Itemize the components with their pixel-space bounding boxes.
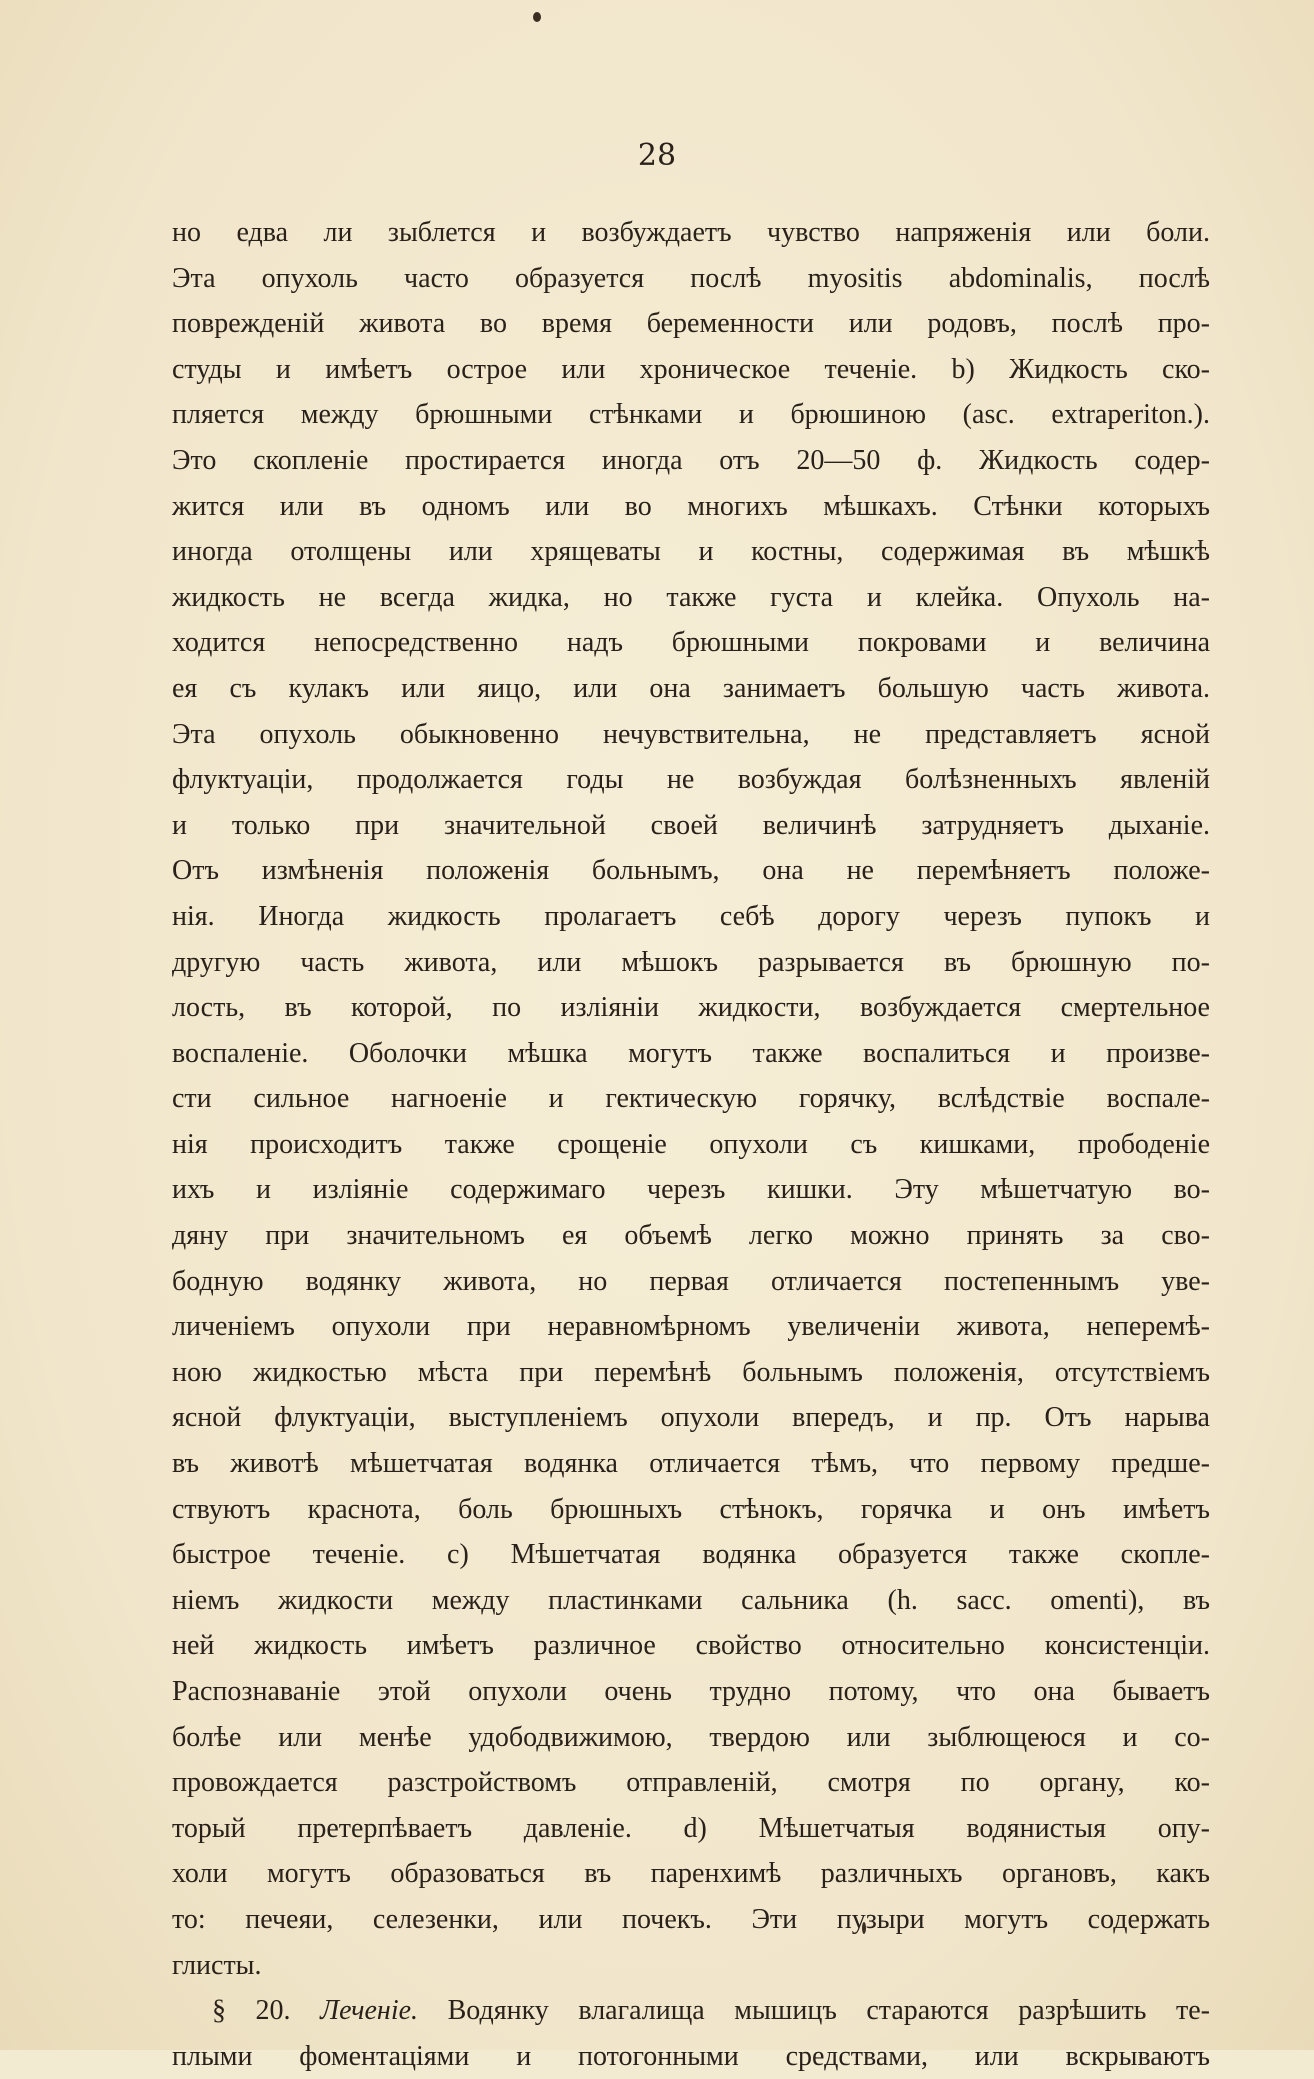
text-line: ея съ кулакъ или яицо, или она занимаетъ большую часть живота. (172, 672, 1210, 704)
text-line: флуктуаціи, продолжается годы не возбуждая болѣзненныхъ явленій (172, 764, 1210, 796)
text-line: Это скопленіе простирается иногда отъ 20—50 ф. Жидкость содер- (172, 444, 1210, 476)
text-line: дяну при значительномъ ея объемѣ легко можно принять за сво- (172, 1220, 1210, 1252)
text-line (172, 1988, 1210, 2034)
text-segment: Водянку влагалища мышицъ стараются разрѣшить те- (418, 1995, 1210, 2027)
text-line: сти сильное нагноеніе и гектическую горячку, вслѣдствіе воспале- (172, 1083, 1210, 1115)
text-line: но едва ли зыблется и возбуждаетъ чувство напряженія или боли. (172, 217, 1210, 248)
text-line: ствуютъ краснота, боль брюшныхъ стѣнокъ, горячка и онъ имѣетъ (172, 1493, 1210, 1525)
page-number: 28 (637, 138, 677, 173)
ink-spot-top (533, 12, 541, 22)
text-line: въ животѣ мѣшетчатая водянка отличается тѣмъ, что первому предше- (172, 1448, 1210, 1480)
text-line: Эта опухоль часто образуется послѣ myositis abdominalis, послѣ (172, 262, 1210, 294)
text-line: нія. Иногда жидкость пролагаетъ себѣ дорогу черезъ пупокъ и (172, 900, 1210, 932)
text-line: иногда отолщены или хрящеваты и костны, содержимая въ мѣшкѣ (172, 536, 1210, 568)
text-line: нія происходитъ также срощеніе опухоли съ кишками, прободеніе (172, 1128, 1210, 1160)
text-line: студы и имѣетъ острое или хроническое теченіе. b) Жидкость ско- (172, 353, 1210, 385)
section-heading-italic: Леченіе. (320, 1995, 419, 2027)
text-line: торый претерпѣваетъ давленіе. d) Мѣшетчатыя водянистыя опу- (172, 1812, 1210, 1844)
text-line: бодную водянку живота, но первая отличается постепеннымъ уве- (172, 1265, 1210, 1297)
text-line: ходится непосредственно надъ брюшными покровами и величина (172, 627, 1210, 659)
text-line: поврежденій живота во время беременности или родовъ, послѣ про- (172, 308, 1210, 340)
text-line: жится или въ одномъ или во многихъ мѣшкахъ. Стѣнки которыхъ (172, 490, 1210, 522)
text-line: жидкость не всегда жидка, но также густа и клейка. Опухоль на- (172, 581, 1210, 613)
text-line: ніемъ жидкости между пластинками сальника (h. sacc. omenti), въ (172, 1584, 1210, 1616)
text-line: болѣе или менѣе удободвижимою, твердою или зыблющеюся и со- (172, 1721, 1210, 1753)
text-line: Отъ измѣненія положенія больнымъ, она не перемѣняетъ положе- (172, 855, 1210, 887)
text-line: быстрое теченіе. c) Мѣшетчатая водянка образуется также скопле- (172, 1539, 1210, 1571)
text-line: другую часть живота, или мѣшокъ разрывается въ брюшную по- (172, 946, 1210, 978)
text-line: то: печеяи, селезенки, или почекъ. Эти пузыри могутъ содержать (172, 1903, 1210, 1935)
text-segment: § 20. (212, 1995, 321, 2027)
text-line: лость, въ которой, по изліяніи жидкости, возбуждается смертельное (172, 992, 1210, 1024)
text-line: холи могутъ образоваться въ паренхимѣ различныхъ органовъ, какъ (172, 1858, 1210, 1890)
text-line: плыми фоментаціями и потогонными средствами, или вскрываютъ (172, 2040, 1210, 2072)
text-line: ною жидкостью мѣста при перемѣнѣ больнымъ положенія, отсутствіемъ (172, 1356, 1210, 1388)
text-line: ней жидкость имѣетъ различное свойство относительно консистенціи. (172, 1630, 1210, 1662)
text-line: ихъ и изліяніе содержимаго черезъ кишки. Эту мѣшетчатую во- (172, 1174, 1210, 1206)
text-line: Распознаваніе этой опухоли очень трудно потому, что она бываетъ (172, 1676, 1210, 1707)
text-line: пляется между брюшными стѣнками и брюшиною (asc. extraperiton.). (172, 399, 1210, 431)
body-text (172, 210, 1210, 2079)
text-line: Эта опухоль обыкновенно нечувствительна, не представляетъ ясной (172, 718, 1210, 750)
text-line: глисты. (172, 1949, 262, 1981)
text-line: воспаленіе. Оболочки мѣшка могутъ также воспалиться и произве- (172, 1037, 1210, 1069)
text-line: ясной флуктуаціи, выступленіемъ опухоли впередъ, и пр. Отъ нарыва (172, 1402, 1210, 1434)
text-line: провождается разстройствомъ отправленій, смотря по органу, ко- (172, 1767, 1210, 1799)
text-line: личеніемъ опухоли при неравномѣрномъ увеличеніи живота, неперемѣ- (172, 1311, 1210, 1343)
text-line: и только при значительной своей величинѣ затрудняетъ дыханіе. (172, 809, 1210, 841)
